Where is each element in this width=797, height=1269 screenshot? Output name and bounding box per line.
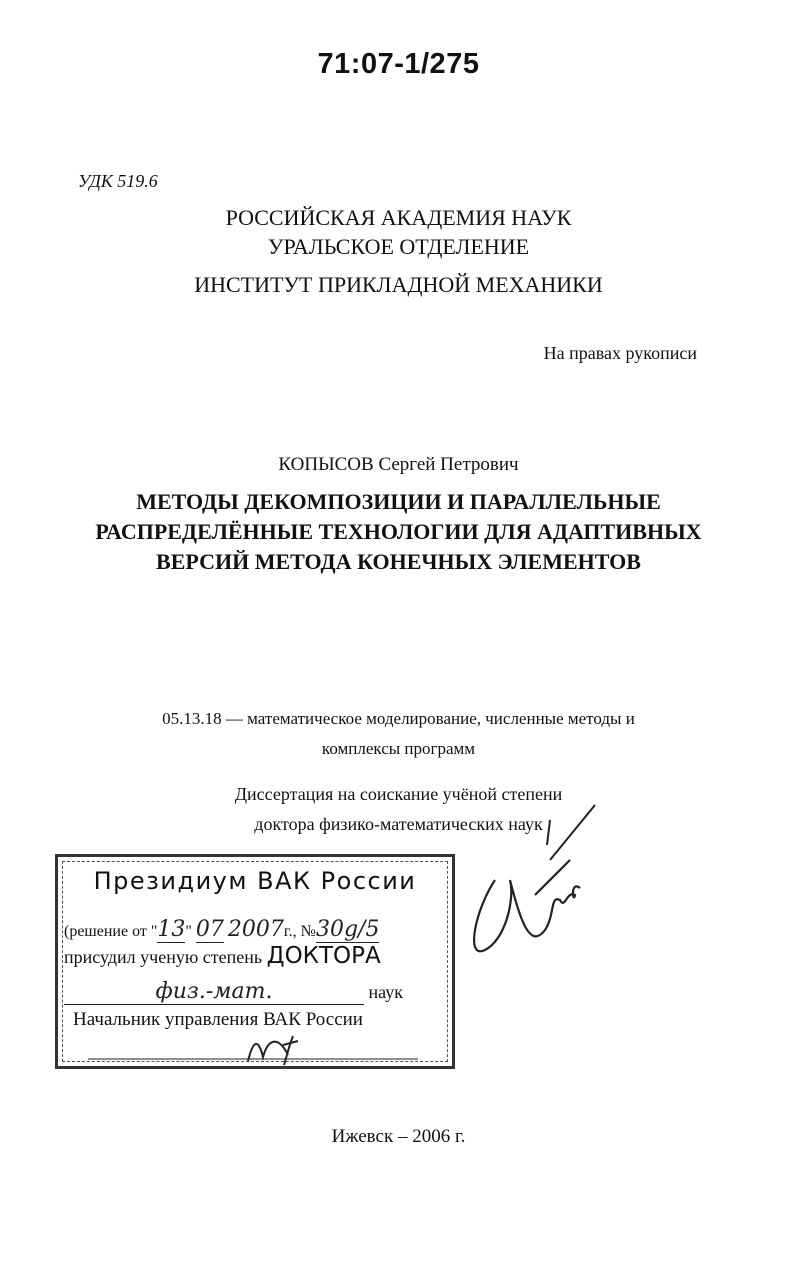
- city-year: Ижевск – 2006 г.: [331, 1126, 466, 1147]
- degree-line-2: доктора физико-математических наук: [254, 814, 543, 834]
- degree-line-1: Диссертация на соискание учёной степени: [234, 784, 563, 804]
- dissertation-title: [0, 487, 797, 577]
- author-name: КОПЫСОВ Сергей Петрович: [278, 454, 519, 475]
- stamp-field-line: [64, 979, 444, 1005]
- stamp-title: Президиум ВАК России: [93, 867, 417, 895]
- title-line-3: ВЕРСИЙ МЕТОДА КОНЕЧНЫХ ЭЛЕМЕНТОВ: [156, 549, 641, 574]
- signature: [455, 800, 605, 990]
- manuscript-rights: На правах рукописи: [543, 343, 697, 363]
- stamp-head-signature: [88, 1031, 428, 1067]
- stamp-awarded-line: [64, 943, 381, 969]
- decision-month: 07: [195, 917, 224, 942]
- decision-year: 2007: [227, 917, 284, 942]
- specialty-line-1: 05.13.18 — математическое моделирование, численные методы и: [162, 709, 635, 728]
- specialty: [0, 704, 797, 764]
- decision-day: 13: [157, 917, 186, 942]
- degree-statement: [0, 779, 797, 839]
- decision-g: г., №: [283, 923, 316, 940]
- archive-code: 71:07-1/275: [317, 48, 480, 80]
- org-institute: ИНСТИТУТ ПРИКЛАДНОЙ МЕХАНИКИ: [194, 272, 603, 297]
- stamp-decision-line: [64, 917, 379, 943]
- decision-prefix: (решение от ": [64, 923, 158, 940]
- decision-sep: ": [185, 923, 196, 940]
- awarded-text: присудил ученую степень: [64, 947, 263, 967]
- decision-number: 30g/5: [315, 917, 380, 942]
- udk-code: УДК 519.6: [78, 171, 158, 191]
- awarded-degree: ДОКТОРА: [266, 943, 381, 969]
- stamp-head-line: Начальник управления ВАК России: [73, 1009, 363, 1030]
- field-handwritten: физ.-мат.: [155, 979, 273, 1004]
- title-line-1: МЕТОДЫ ДЕКОМПОЗИЦИИ И ПАРАЛЛЕЛЬНЫЕ: [136, 489, 661, 514]
- specialty-line-2: комплексы программ: [321, 739, 476, 758]
- org-academy: РОССИЙСКАЯ АКАДЕМИЯ НАУК: [225, 205, 572, 230]
- org-branch: УРАЛЬСКОЕ ОТДЕЛЕНИЕ: [267, 234, 530, 259]
- title-line-2: РАСПРЕДЕЛЁННЫЕ ТЕХНОЛОГИИ ДЛЯ АДАПТИВНЫХ: [95, 519, 702, 544]
- field-nauk: наук: [368, 982, 403, 1002]
- vak-stamp: [55, 854, 455, 1069]
